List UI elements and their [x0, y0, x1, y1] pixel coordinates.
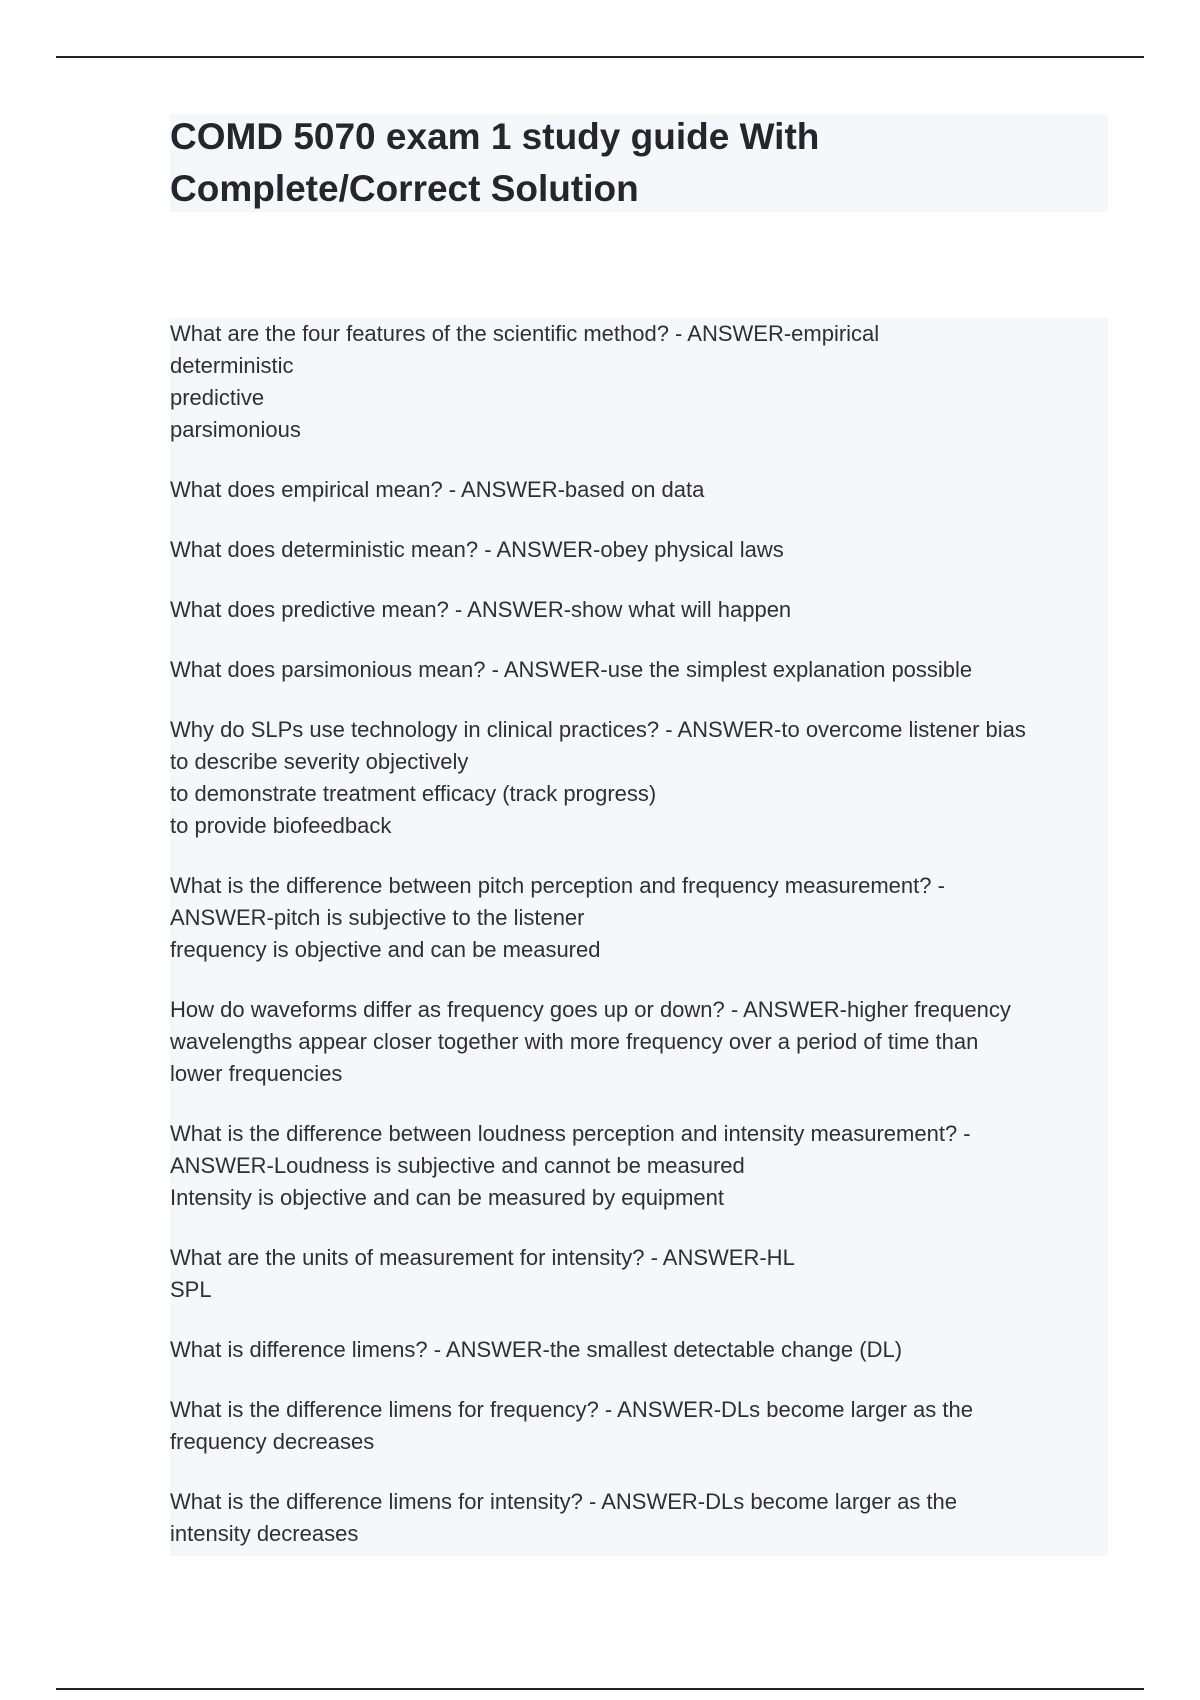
qa-item: Why do SLPs use technology in clinical practices? - ANSWER-to overcome listener bias to describe severity objectively to demonstrate treatment efficacy (track progress) to provide biofeedback: [170, 717, 1026, 838]
qa-item: What does parsimonious mean? - ANSWER-use the simplest explanation possible: [170, 657, 973, 682]
document-title: COMD 5070 exam 1 study guide With Complete/Correct Solution: [170, 116, 820, 209]
qa-item: What is difference limens? - ANSWER-the smallest detectable change (DL): [170, 1337, 903, 1362]
footer-rule: [56, 1688, 1144, 1690]
title-block: [170, 114, 1108, 212]
qa-item: What is the difference between loudness perception and intensity measurement? - ANSWER-Loudness is subjective and cannot be measured Intensity is objective and can be measured by equipment: [170, 1121, 971, 1210]
qa-list: [170, 318, 1108, 1550]
qa-item: How do waveforms differ as frequency goes up or down? - ANSWER-higher frequency wavelengths appear closer together with more frequency over a period of time than lower frequencies: [170, 997, 1011, 1086]
qa-item: What are the units of measurement for intensity? - ANSWER-HL SPL: [170, 1245, 795, 1302]
qa-section: [170, 318, 1108, 1556]
qa-item: What are the four features of the scientific method? - ANSWER-empirical deterministic predictive parsimonious: [170, 321, 880, 442]
qa-item: What does empirical mean? - ANSWER-based on data: [170, 477, 705, 502]
qa-item: What does predictive mean? - ANSWER-show what will happen: [170, 597, 792, 622]
qa-item: What does deterministic mean? - ANSWER-obey physical laws: [170, 537, 784, 562]
qa-item: What is the difference limens for frequency? - ANSWER-DLs become larger as the frequency decreases: [170, 1397, 973, 1454]
header-rule: [56, 56, 1144, 58]
qa-item: What is the difference limens for intensity? - ANSWER-DLs become larger as the intensity decreases: [170, 1489, 958, 1546]
qa-item: What is the difference between pitch perception and frequency measurement? - ANSWER-pitch is subjective to the listener frequency is objective and can be measured: [170, 873, 945, 962]
